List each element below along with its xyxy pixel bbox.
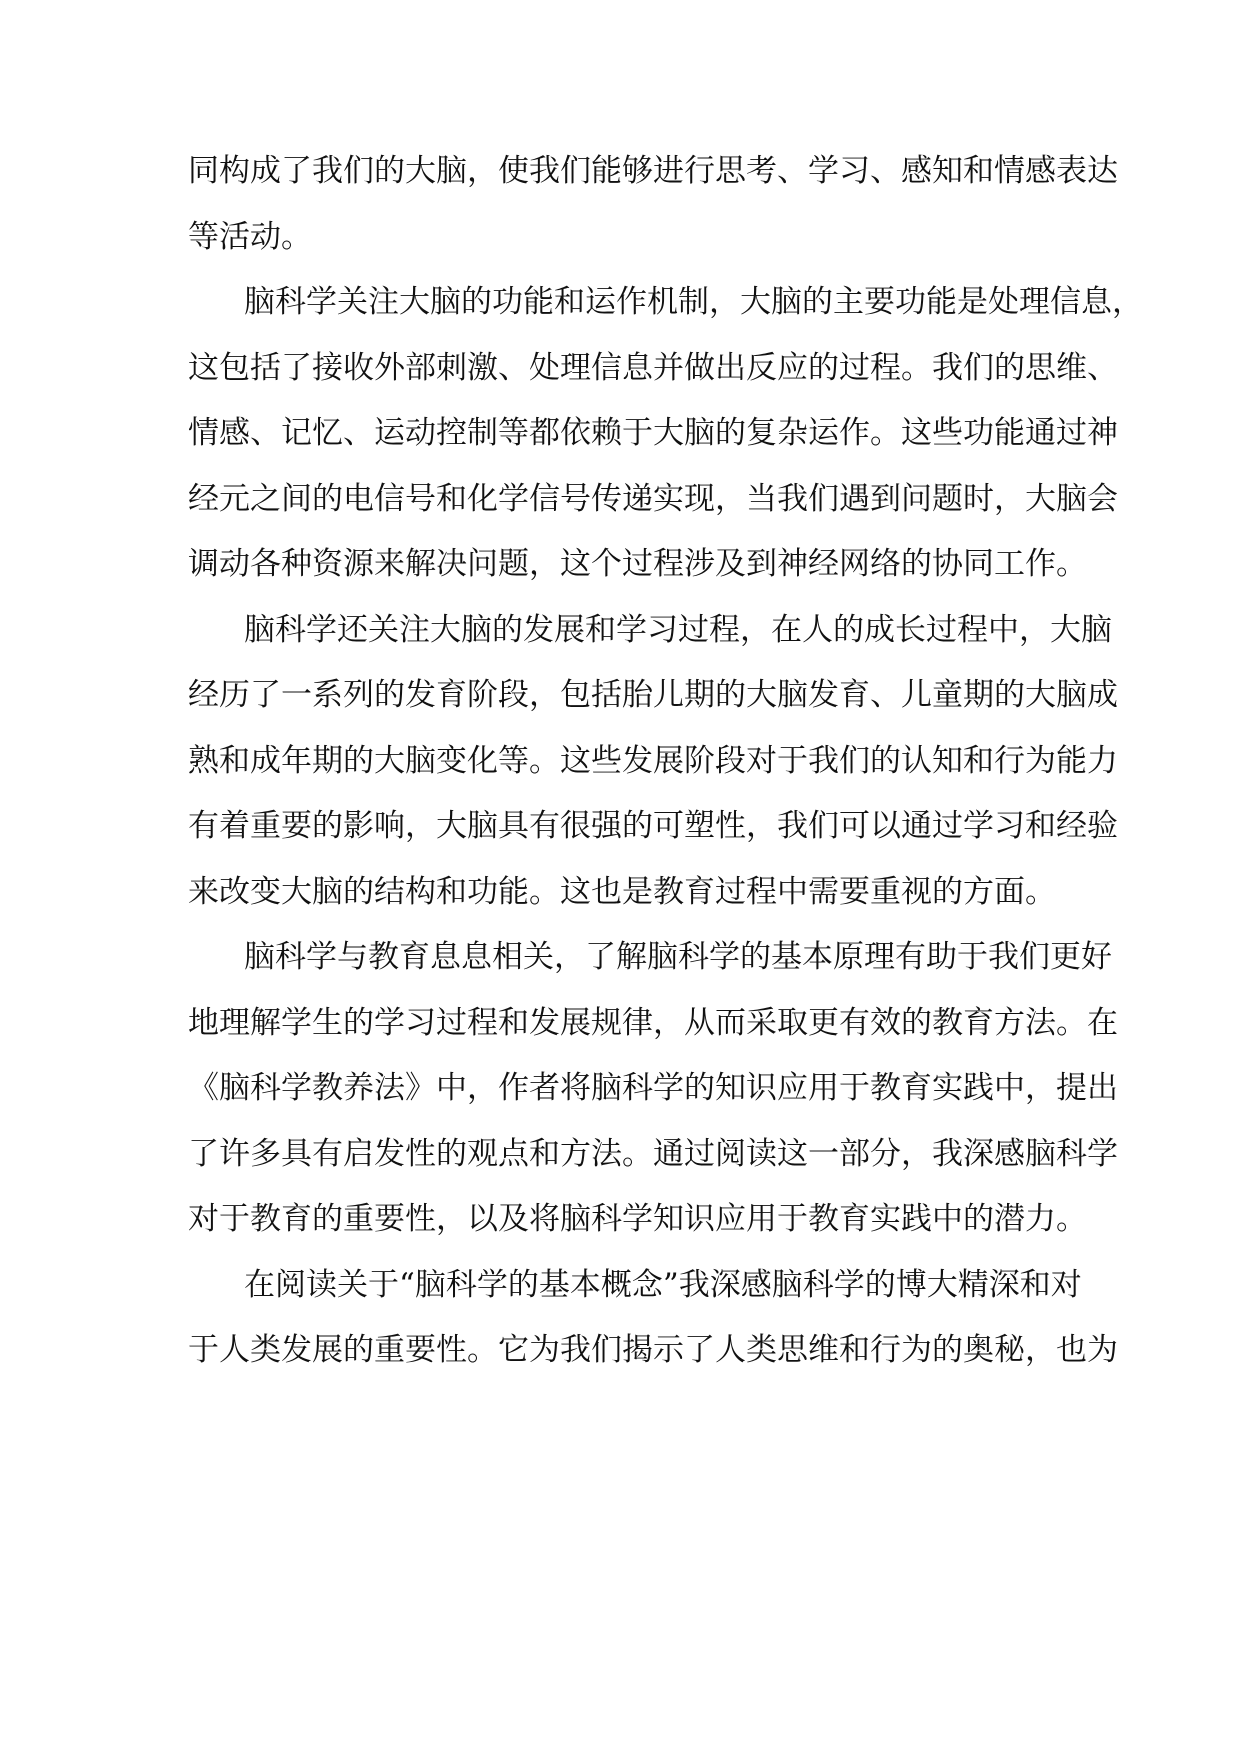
text-line: 同构成了我们的大脑，使我们能够进行思考、学习、感知和情感表达: [188, 153, 1118, 189]
text-line: 脑科学还关注大脑的发展和学习过程，在人的成长过程中，大脑: [244, 611, 1112, 648]
text-line: 来改变大脑的结构和功能。这也是教育过程中需要重视的方面。: [188, 873, 1056, 910]
text-line: 了许多具有启发性的观点和方法。通过阅读这一部分，我深感脑科学: [188, 1135, 1118, 1172]
text-line: 情感、记忆、运动控制等都依赖于大脑的复杂运作。这些功能通过神: [188, 415, 1118, 451]
text-line: 经历了一系列的发育阶段，包括胎儿期的大脑发育、儿童期的大脑成: [188, 677, 1118, 713]
text-line: 对于教育的重要性，以及将脑科学知识应用于教育实践中的潜力。: [188, 1201, 1087, 1237]
text-line: 熟和成年期的大脑变化等。这些发展阶段对于我们的认知和行为能力: [188, 742, 1118, 779]
text-line: 脑科学关注大脑的功能和运作机制，大脑的主要功能是处理信息，: [244, 284, 1143, 320]
text-line: 在阅读关于“脑科学的基本概念”我深感脑科学的博大精深和对: [244, 1266, 1082, 1303]
text-line: 于人类发展的重要性。它为我们揭示了人类思维和行为的奥秘，也为: [188, 1332, 1118, 1368]
text-line: 等活动。: [188, 218, 312, 255]
body-text: [188, 139, 1143, 1384]
text-line: 脑科学与教育息息相关，了解脑科学的基本原理有助于我们更好: [244, 939, 1112, 975]
text-line: 经元之间的电信号和化学信号传递实现，当我们遇到问题时，大脑会: [188, 480, 1118, 517]
text-line: 调动各种资源来解决问题，这个过程涉及到神经网络的协同工作。: [188, 546, 1087, 582]
text-line: 《脑科学教养法》中，作者将脑科学的知识应用于教育实践中，提出: [188, 1070, 1118, 1106]
text-line: 这包括了接收外部刺激、处理信息并做出反应的过程。我们的思维、: [188, 349, 1118, 386]
text-line: 有着重要的影响，大脑具有很强的可塑性，我们可以通过学习和经验: [188, 808, 1118, 844]
text-line: 地理解学生的学习过程和发展规律，从而采取更有效的教育方法。在: [188, 1004, 1118, 1041]
